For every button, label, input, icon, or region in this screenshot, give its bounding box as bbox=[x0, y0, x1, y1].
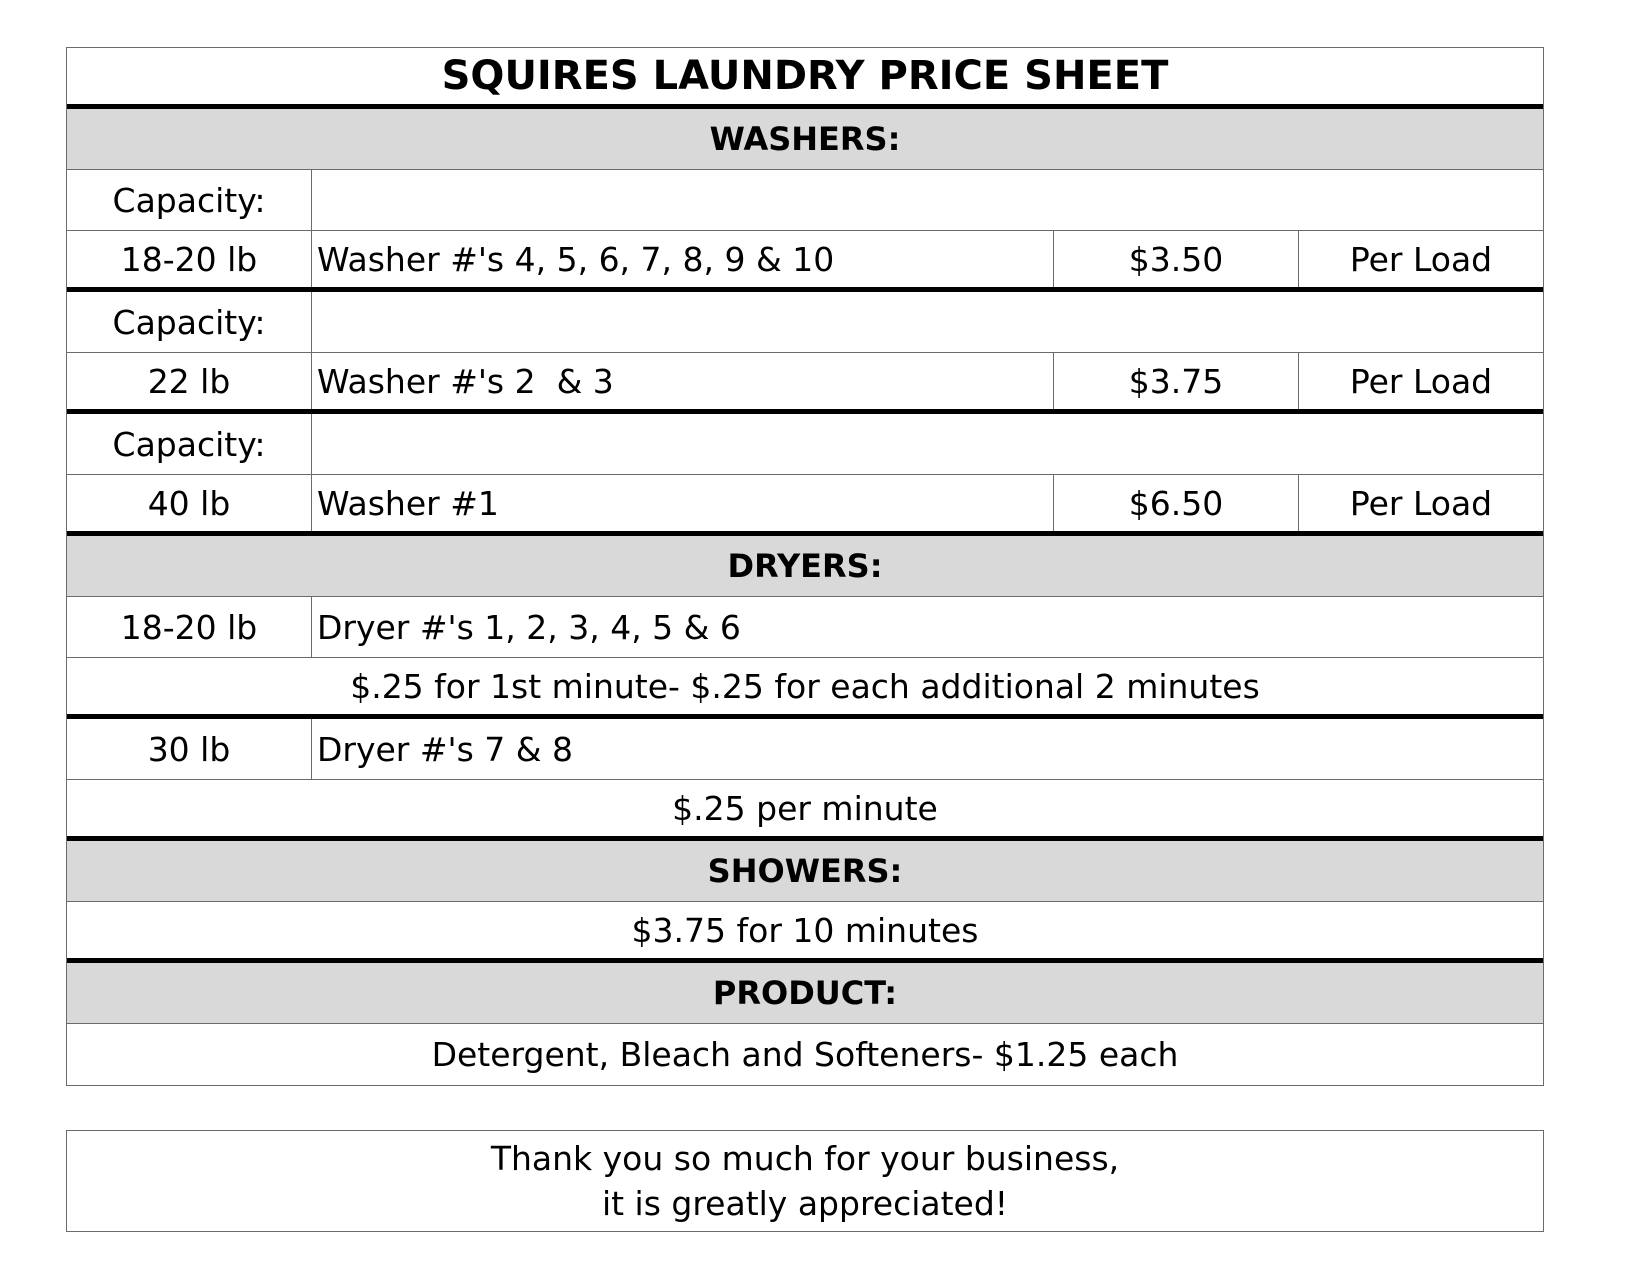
title-row bbox=[67, 48, 1543, 109]
product-pricing-row bbox=[67, 1024, 1543, 1085]
page-title: SQUIRES LAUNDRY PRICE SHEET bbox=[441, 53, 1169, 99]
capacity-label: Capacity: bbox=[67, 292, 312, 352]
washer-row bbox=[67, 231, 1543, 292]
capacity-label: Capacity: bbox=[67, 414, 312, 474]
washer-price: $6.50 bbox=[1054, 475, 1299, 531]
washer-price: $3.75 bbox=[1054, 353, 1299, 409]
washer-machines: Washer #'s 4, 5, 6, 7, 8, 9 & 10 bbox=[312, 231, 1054, 287]
washers-heading: WASHERS: bbox=[709, 120, 901, 158]
washer-row bbox=[67, 353, 1543, 414]
empty-cell bbox=[312, 292, 1543, 352]
showers-pricing: $3.75 for 10 minutes bbox=[631, 910, 979, 950]
dryer-capacity: 30 lb bbox=[67, 719, 312, 779]
dryer-pricing: $.25 for 1st minute- $.25 for each additional 2 minutes bbox=[350, 666, 1260, 706]
dryer-capacity: 18-20 lb bbox=[67, 597, 312, 657]
washer-capacity: 40 lb bbox=[67, 475, 312, 531]
product-section-header bbox=[67, 963, 1543, 1024]
showers-heading: SHOWERS: bbox=[707, 852, 903, 890]
dryer-row bbox=[67, 597, 1543, 658]
washer-row bbox=[67, 475, 1543, 536]
price-sheet-table bbox=[66, 47, 1544, 1086]
dryer-row bbox=[67, 719, 1543, 780]
capacity-label-row bbox=[67, 292, 1543, 353]
dryers-heading: DRYERS: bbox=[727, 547, 883, 585]
dryer-machines: Dryer #'s 1, 2, 3, 4, 5 & 6 bbox=[317, 607, 741, 647]
thank-you-line-1: Thank you so much for your business, bbox=[490, 1139, 1120, 1178]
washer-unit: Per Load bbox=[1349, 239, 1493, 279]
product-heading: PRODUCT: bbox=[712, 974, 898, 1012]
washer-unit: Per Load bbox=[1349, 483, 1493, 523]
washer-capacity: 22 lb bbox=[67, 353, 312, 409]
capacity-label-row bbox=[67, 170, 1543, 231]
empty-cell bbox=[312, 170, 1543, 230]
showers-section-header bbox=[67, 841, 1543, 902]
washer-price: $3.50 bbox=[1054, 231, 1299, 287]
dryer-pricing: $.25 per minute bbox=[672, 788, 938, 828]
thank-you-line-2: it is greatly appreciated! bbox=[601, 1184, 1009, 1223]
washer-machines: Washer #1 bbox=[312, 475, 1054, 531]
thank-you-box bbox=[66, 1130, 1544, 1232]
dryers-section-header bbox=[67, 536, 1543, 597]
dryer-pricing-row bbox=[67, 780, 1543, 841]
washer-machines: Washer #'s 2 & 3 bbox=[312, 353, 1054, 409]
washers-section-header bbox=[67, 109, 1543, 170]
product-pricing: Detergent, Bleach and Softeners- $1.25 each bbox=[431, 1035, 1179, 1074]
showers-pricing-row bbox=[67, 902, 1543, 963]
washer-unit: Per Load bbox=[1349, 361, 1493, 401]
washer-capacity: 18-20 lb bbox=[67, 231, 312, 287]
dryer-pricing-row bbox=[67, 658, 1543, 719]
capacity-label-row bbox=[67, 414, 1543, 475]
capacity-label: Capacity: bbox=[67, 170, 312, 230]
dryer-machines: Dryer #'s 7 & 8 bbox=[317, 729, 573, 769]
empty-cell bbox=[312, 414, 1543, 474]
